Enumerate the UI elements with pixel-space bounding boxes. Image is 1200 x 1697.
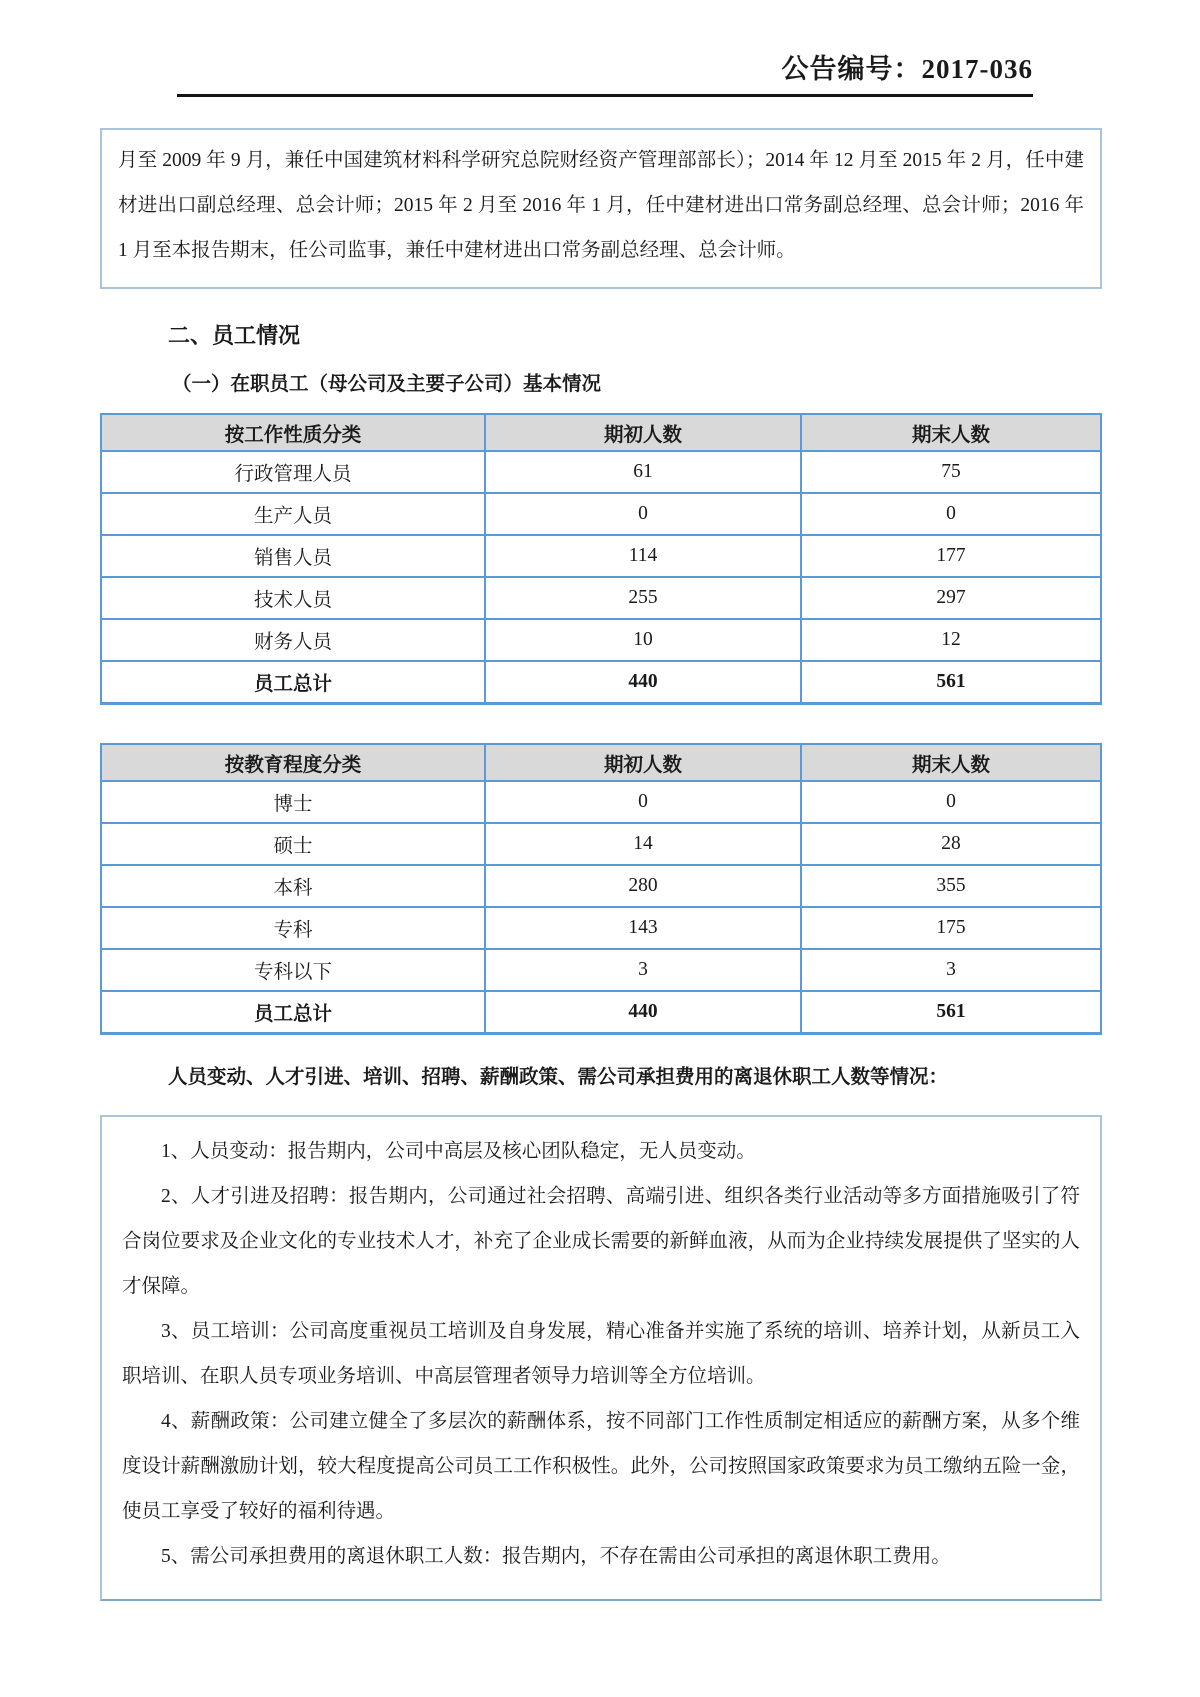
value-cell: 177: [801, 535, 1101, 577]
total-value-cell: 440: [485, 991, 801, 1034]
value-cell: 3: [485, 949, 801, 991]
category-cell: 本科: [101, 865, 485, 907]
table-header-row: [101, 744, 1101, 781]
value-cell: 0: [485, 781, 801, 823]
category-cell: 博士: [101, 781, 485, 823]
value-cell: 0: [485, 493, 801, 535]
table-row: [101, 949, 1101, 991]
table-row: [101, 577, 1101, 619]
column-header: 按工作性质分类: [101, 414, 485, 451]
table-row: [101, 535, 1101, 577]
table-row: [101, 907, 1101, 949]
value-cell: 355: [801, 865, 1101, 907]
table-row: [101, 493, 1101, 535]
total-label-cell: 员工总计: [101, 991, 485, 1034]
value-cell: 280: [485, 865, 801, 907]
column-header: 期末人数: [801, 414, 1101, 451]
document-page: [100, 0, 1102, 1601]
section-title: 二、员工情况: [168, 323, 301, 348]
column-header: 期末人数: [801, 744, 1101, 781]
table-row: [101, 451, 1101, 493]
table-header-row: [101, 414, 1101, 451]
table-row: [101, 865, 1101, 907]
column-header: 按教育程度分类: [101, 744, 485, 781]
total-value-cell: 561: [801, 991, 1101, 1034]
notes-paragraph: 2、人才引进及招聘：报告期内，公司通过社会招聘、高端引进、组织各类行业活动等多方面措施吸引了符合岗位要求及企业文化的专业技术人才，补充了企业成长需要的新鲜血液，从而为企业持续发展提供了坚实的人才保障。: [122, 1186, 1080, 1297]
value-cell: 14: [485, 823, 801, 865]
value-cell: 61: [485, 451, 801, 493]
notes-paragraph: 1、人员变动：报告期内，公司中高层及核心团队稳定，无人员变动。: [161, 1141, 756, 1162]
table-row: [101, 781, 1101, 823]
total-value-cell: 440: [485, 661, 801, 704]
table-row: [101, 823, 1101, 865]
value-cell: 255: [485, 577, 801, 619]
total-label-cell: 员工总计: [101, 661, 485, 704]
value-cell: 0: [801, 781, 1101, 823]
value-cell: 114: [485, 535, 801, 577]
total-value-cell: 561: [801, 661, 1101, 704]
notes-paragraph: 4、薪酬政策：公司建立健全了多层次的薪酬体系，按不同部门工作性质制定相适应的薪酬方案，从多个维度设计薪酬激励计划，较大程度提高公司员工工作积极性。此外，公司按照国家政策要求为员工缴纳五险一金，使员工享受了较好的福利待遇。: [122, 1411, 1080, 1522]
intro-box: [100, 128, 1102, 289]
category-cell: 专科以下: [101, 949, 485, 991]
category-cell: 专科: [101, 907, 485, 949]
table-body: [101, 781, 1101, 1034]
value-cell: 175: [801, 907, 1101, 949]
notes-box: [100, 1115, 1102, 1601]
category-cell: 销售人员: [101, 535, 485, 577]
value-cell: 12: [801, 619, 1101, 661]
table-row: [101, 619, 1101, 661]
value-cell: 297: [801, 577, 1101, 619]
table-body: [101, 451, 1101, 704]
notes-paragraph: 5、需公司承担费用的离退休职工人数：报告期内，不存在需由公司承担的离退休职工费用。: [161, 1546, 951, 1567]
category-cell: 行政管理人员: [101, 451, 485, 493]
value-cell: 0: [801, 493, 1101, 535]
column-header: 期初人数: [485, 414, 801, 451]
section-subtitle: （一）在职员工（母公司及主要子公司）基本情况: [172, 373, 602, 395]
value-cell: 3: [801, 949, 1101, 991]
table-total-row: [101, 661, 1101, 704]
table-total-row: [101, 991, 1101, 1034]
notes-heading: 人员变动、人才引进、培训、招聘、薪酬政策、需公司承担费用的离退休职工人数等情况：: [168, 1066, 949, 1088]
value-cell: 143: [485, 907, 801, 949]
column-header: 期初人数: [485, 744, 801, 781]
notes-paragraph: 3、员工培训：公司高度重视员工培训及自身发展，精心准备并实施了系统的培训、培养计划，从新员工入职培训、在职人员专项业务培训、中高层管理者领导力培训等全方位培训。: [122, 1321, 1080, 1387]
category-cell: 硕士: [101, 823, 485, 865]
employees-by-education-table: [100, 743, 1102, 1035]
value-cell: 10: [485, 619, 801, 661]
employees-by-job-type-table: [100, 413, 1102, 705]
value-cell: 28: [801, 823, 1101, 865]
category-cell: 生产人员: [101, 493, 485, 535]
intro-text: 月至 2009 年 9 月，兼任中国建筑材料科学研究总院财经资产管理部部长）；2014 年 12 月至 2015 年 2 月，任中建材进出口副总经理、总会计师；2015 年 2 月至 2016 年 1 月，任中建材进出口常务副总经理、总会计师；2016 年 1 月至本报告期末，任公司监事，兼任中建材进出口常务副总经理、总会计师。: [118, 150, 1084, 261]
category-cell: 技术人员: [101, 577, 485, 619]
value-cell: 75: [801, 451, 1101, 493]
announcement-number: 公告编号：2017-036: [781, 54, 1033, 84]
category-cell: 财务人员: [101, 619, 485, 661]
header-rule: [177, 94, 1033, 97]
